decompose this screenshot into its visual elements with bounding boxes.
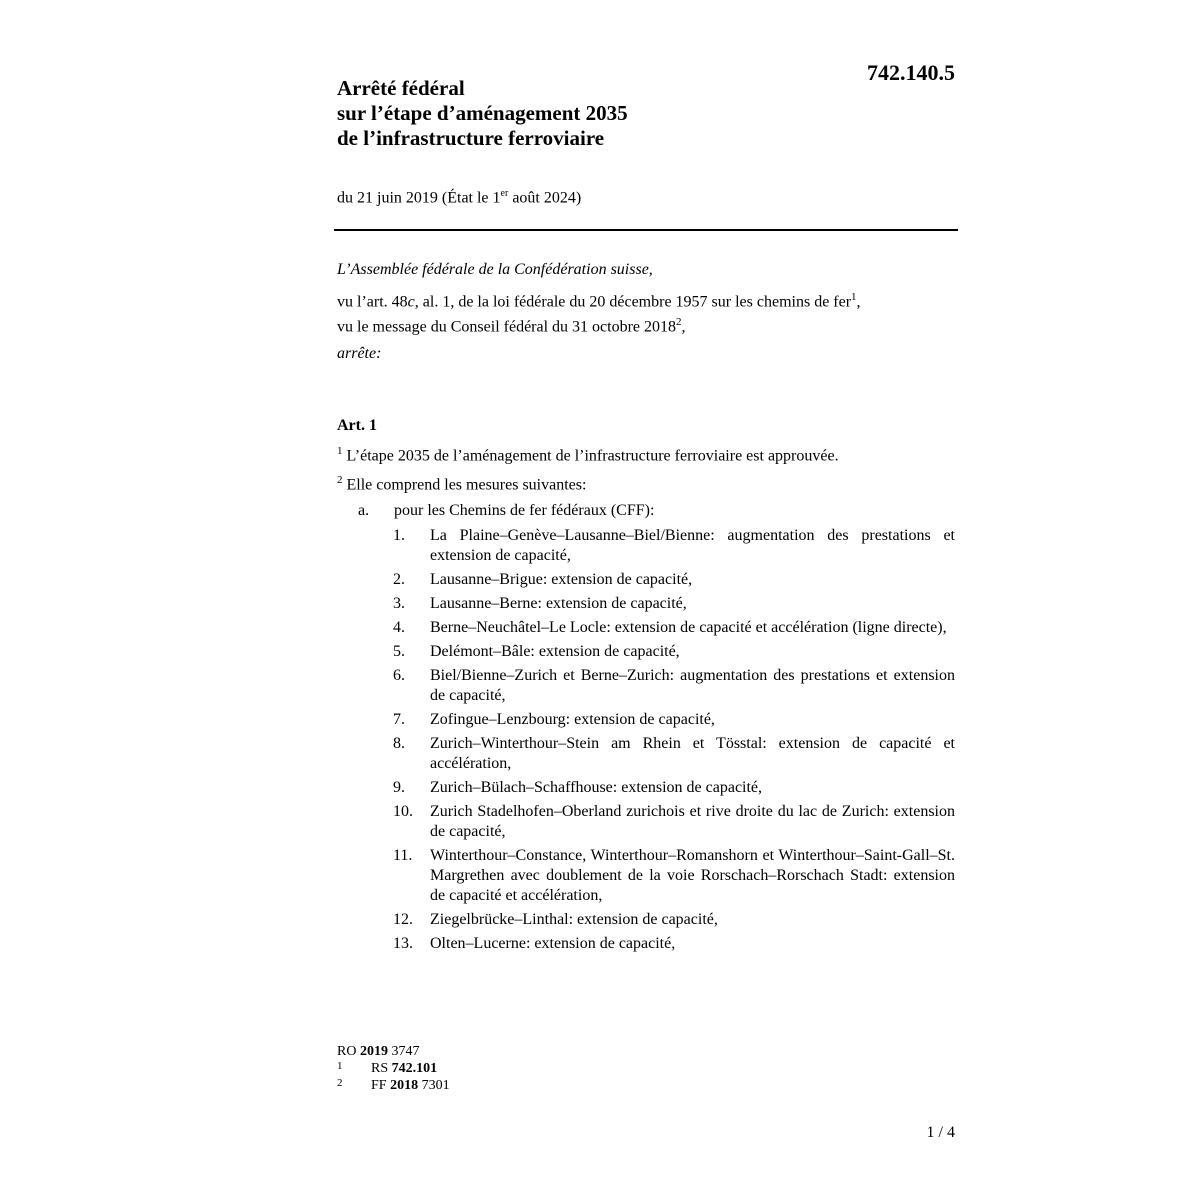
paragraph-1-number: 1 [337,445,343,457]
list-item [393,846,955,906]
date-prefix: du 21 juin 2019 (État le 1 [337,189,501,207]
document-title [337,76,628,151]
systematic-number: 742.140.5 [867,60,955,85]
paragraph-2-text: Elle comprend les mesures suivantes: [346,476,587,494]
footnote-2 [337,1077,450,1094]
letter-label: a. [358,502,370,519]
list-item [393,642,955,662]
paragraph-1 [337,445,957,465]
ro-prefix: RO [337,1044,360,1059]
list-item-number: 1. [393,527,405,544]
list-item-number: 3. [393,595,405,612]
title-line-3: de l’infrastructure ferroviaire [337,126,605,150]
list-item-text: Zurich–Bülach–Schaffhouse: extension de capacité, [430,779,763,796]
title-line-2: sur l’étape d’aménagement 2035 [337,101,628,125]
footnote-ref-1[interactable]: 1 [851,291,857,303]
ro-page: 3747 [387,1044,420,1059]
list-item-number: 4. [393,619,405,636]
list-item-number: 8. [393,735,405,752]
list-item-text: Berne–Neuchâtel–Le Locle: extension de capacité et accélération (ligne directe), [430,619,947,636]
list-item-text: Zurich–Winterthour–Stein am Rhein et Tösstal: extension de capacité et accélération, [430,735,955,772]
preamble [337,260,957,364]
letter-text: pour les Chemins de fer fédéraux (CFF): [394,502,655,519]
list-item [393,526,955,566]
page-number: 1 / 4 [926,1124,955,1141]
list-item [393,710,955,730]
list-item-number: 9. [393,779,405,796]
list-item-text: La Plaine–Genève–Lausanne–Biel/Bienne: augmentation des prestations et extension de capacité, [430,527,955,564]
list-item-number: 12. [393,911,413,928]
title-line-1: Arrêté fédéral [337,76,465,100]
list-item-number: 11. [393,847,413,864]
list-item-number: 7. [393,711,405,728]
list-item [393,734,955,774]
basis1-part-b: , al. 1, de la loi fédérale du 20 décembre 1957 sur les chemins de fer [414,293,852,311]
document-date [337,188,581,207]
basis2-text: vu le message du Conseil fédéral du 31 octobre 2018 [337,318,677,336]
basis1-end: , [856,293,861,311]
basis1-part-a: vu l’art. 48 [337,293,408,311]
basis1-italic: c [407,293,415,311]
list-item-text: Ziegelbrücke–Linthal: extension de capacité, [430,911,718,928]
list-item [393,910,955,930]
preamble-issuer: L’Assemblée fédérale de la Confédération suisse, [337,261,653,278]
list-item-text: Lausanne–Brigue: extension de capacité, [430,571,693,588]
paragraph-2-number: 2 [337,474,343,486]
measures-list [393,526,955,958]
list-item-number: 6. [393,667,405,684]
list-item [393,934,955,954]
footnotes [337,1043,450,1094]
footnote-2-text[interactable]: FF 2018 7301 [371,1078,450,1093]
list-item [393,570,955,590]
list-item-text: Olten–Lucerne: extension de capacité, [430,935,676,952]
list-item [393,778,955,798]
basis2-end: , [681,318,686,336]
list-item-number: 13. [393,935,413,952]
list-item [393,594,955,614]
list-item-text: Zurich Stadelhofen–Oberland zurichois et rive droite du lac de Zurich: extension de capacité, [430,803,955,840]
list-item-text: Lausanne–Berne: extension de capacité, [430,595,687,612]
date-suffix: août 2024) [508,189,582,207]
article-title: Art. 1 [337,417,377,434]
list-item-text: Biel/Bienne–Zurich et Berne–Zurich: augmentation des prestations et extension de capacité, [430,667,955,704]
preamble-basis-1 [337,287,957,312]
footnote-1-number: 1 [337,1060,343,1072]
footnote-2-number: 2 [337,1077,343,1089]
list-item-number: 10. [393,803,413,820]
list-item [393,666,955,706]
footnote-ref-2[interactable]: 2 [676,316,682,329]
list-item-text: Winterthour–Constance, Winterthour–Romanshorn et Winterthour–Saint-Gall–St. Margrethen avec doublement de la voie Rorschach–Rorschach Stadt: extension de capacité et accélération, [430,847,955,904]
footnote-1-text[interactable]: RS 742.101 [371,1061,438,1076]
list-item-number: 5. [393,643,405,660]
list-item-text: Delémont–Bâle: extension de capacité, [430,643,680,660]
list-item [393,802,955,842]
official-compilation-ref [337,1043,419,1060]
paragraph-2 [337,474,957,494]
ro-year: 2019 [359,1044,388,1059]
date-superscript: er [500,188,509,199]
list-item [393,618,955,638]
preamble-basis-2 [337,312,957,337]
paragraph-1-text: L’étape 2035 de l’aménagement de l’infrastructure ferroviaire est approuvée. [346,447,839,465]
list-item-text: Zofingue–Lenzbourg: extension de capacité, [430,711,715,728]
preamble-enact: arrête: [337,344,382,362]
header-divider [334,229,958,231]
list-item-number: 2. [393,571,405,588]
footnote-1 [337,1060,438,1077]
